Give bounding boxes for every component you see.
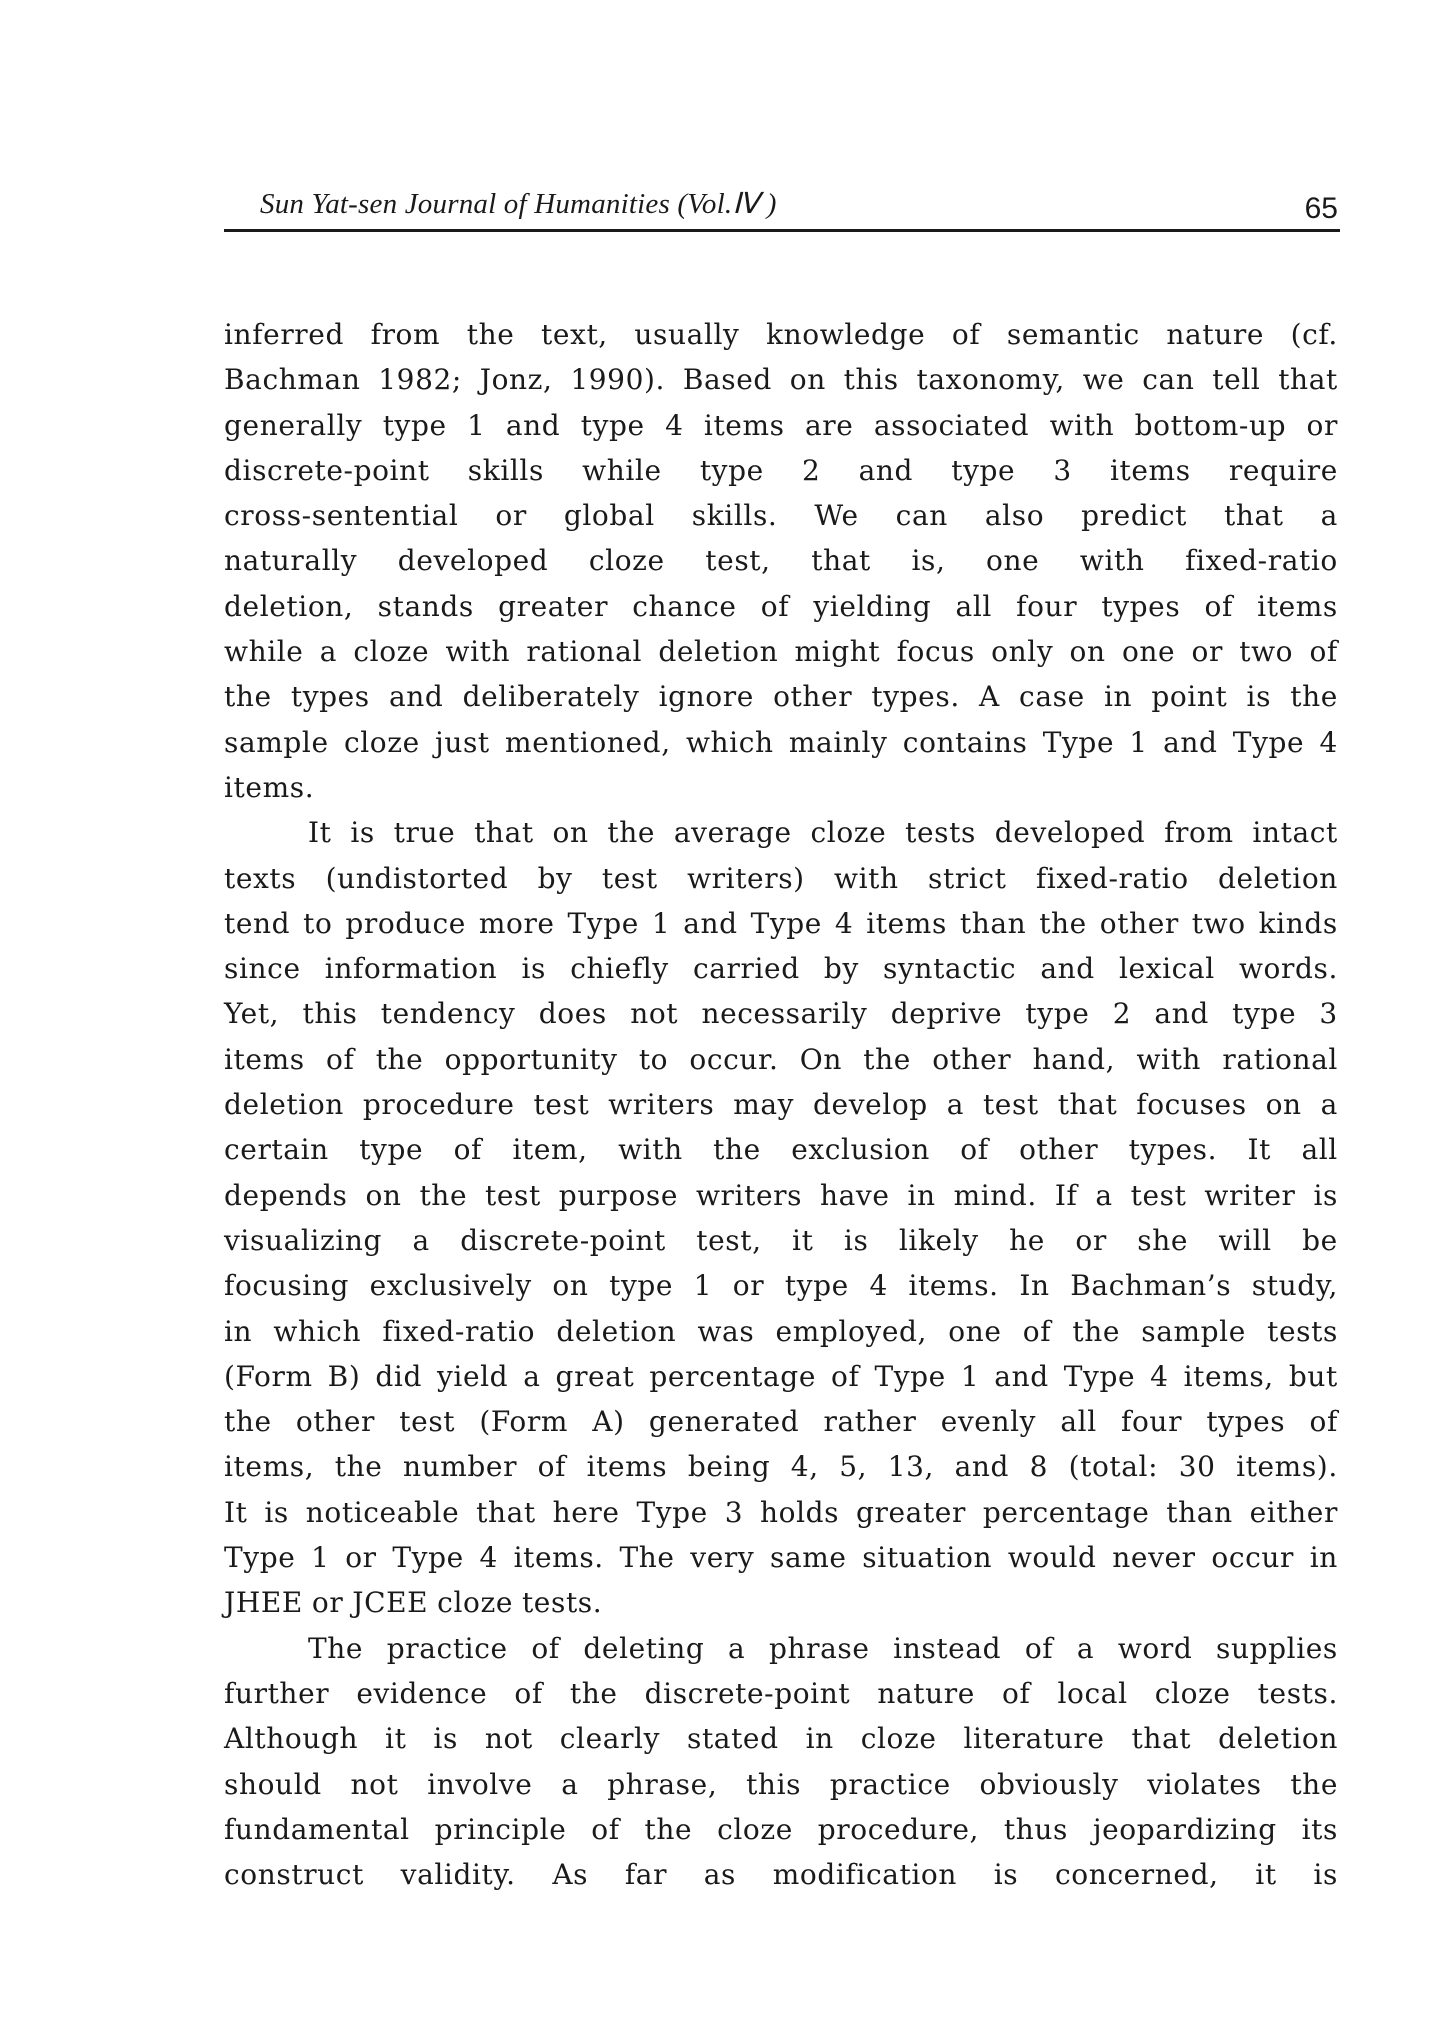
text-line: generally type 1 and type 4 items are associated with bottom-up or [224, 408, 1338, 442]
text-line: tend to produce more Type 1 and Type 4 items than the other two kinds [224, 906, 1338, 940]
text-line: items. [224, 770, 315, 804]
text-line: construct validity. As far as modification is concerned, it is [224, 1858, 1338, 1892]
text-line: items of the opportunity to occur. On the other hand, with rational [224, 1042, 1338, 1076]
running-head [224, 186, 1340, 230]
text-line: Yet, this tendency does not necessarily deprive type 2 and type 3 [224, 997, 1338, 1031]
text-line: while a cloze with rational deletion might focus only on one or two of [224, 635, 1338, 669]
text-line: JHEE or JCEE cloze tests. [224, 1586, 603, 1620]
text-line: should not involve a phrase, this practice obviously violates the [224, 1767, 1338, 1801]
body-text [224, 312, 1338, 1897]
text-line: Bachman 1982; Jonz, 1990). Based on this taxonomy, we can tell that [224, 363, 1338, 397]
header-rule [224, 229, 1340, 232]
text-line: depends on the test purpose writers have in mind. If a test writer is [224, 1178, 1338, 1212]
page-number: 65 [1304, 192, 1338, 225]
text-line: (Form B) did yield a great percentage of Type 1 and Type 4 items, but [224, 1359, 1338, 1393]
journal-title: Sun Yat-sen Journal of Humanities (Vol.Ⅳ ) [260, 188, 777, 220]
text-line: It is noticeable that here Type 3 holds greater percentage than either [224, 1495, 1338, 1529]
text-line: the other test (Form A) generated rather evenly all four types of [224, 1405, 1338, 1439]
text-line: fundamental principle of the cloze procedure, thus jeopardizing its [224, 1812, 1338, 1846]
text-line: focusing exclusively on type 1 or type 4 items. In Bachman’s study, [224, 1269, 1338, 1303]
text-line: certain type of item, with the exclusion of other types. It all [224, 1133, 1338, 1167]
text-line: The practice of deleting a phrase instead of a word supplies [308, 1631, 1338, 1665]
text-line: further evidence of the discrete-point nature of local cloze tests. [224, 1676, 1338, 1710]
text-line: Although it is not clearly stated in cloze literature that deletion [224, 1722, 1338, 1756]
text-line: discrete-point skills while type 2 and type 3 items require [224, 453, 1338, 487]
text-line: deletion, stands greater chance of yielding all four types of items [224, 589, 1338, 623]
text-line: It is true that on the average cloze tests developed from intact [308, 816, 1338, 850]
text-line: sample cloze just mentioned, which mainly contains Type 1 and Type 4 [224, 725, 1338, 759]
text-line: texts (undistorted by test writers) with strict fixed-ratio deletion [224, 861, 1338, 895]
text-line: deletion procedure test writers may develop a test that focuses on a [224, 1088, 1338, 1122]
text-line: the types and deliberately ignore other types. A case in point is the [224, 680, 1338, 714]
text-line: naturally developed cloze test, that is, one with fixed-ratio [224, 544, 1338, 578]
text-line: cross-sentential or global skills. We can also predict that a [224, 499, 1338, 533]
text-line: items, the number of items being 4, 5, 13, and 8 (total: 30 items). [224, 1450, 1338, 1484]
text-line: since information is chiefly carried by syntactic and lexical words. [224, 952, 1338, 986]
text-line: inferred from the text, usually knowledge of semantic nature (cf. [224, 318, 1338, 351]
text-line: in which fixed-ratio deletion was employed, one of the sample tests [224, 1314, 1338, 1348]
text-line: Type 1 or Type 4 items. The very same situation would never occur in [224, 1541, 1338, 1575]
text-line: visualizing a discrete-point test, it is likely he or she will be [224, 1223, 1338, 1257]
